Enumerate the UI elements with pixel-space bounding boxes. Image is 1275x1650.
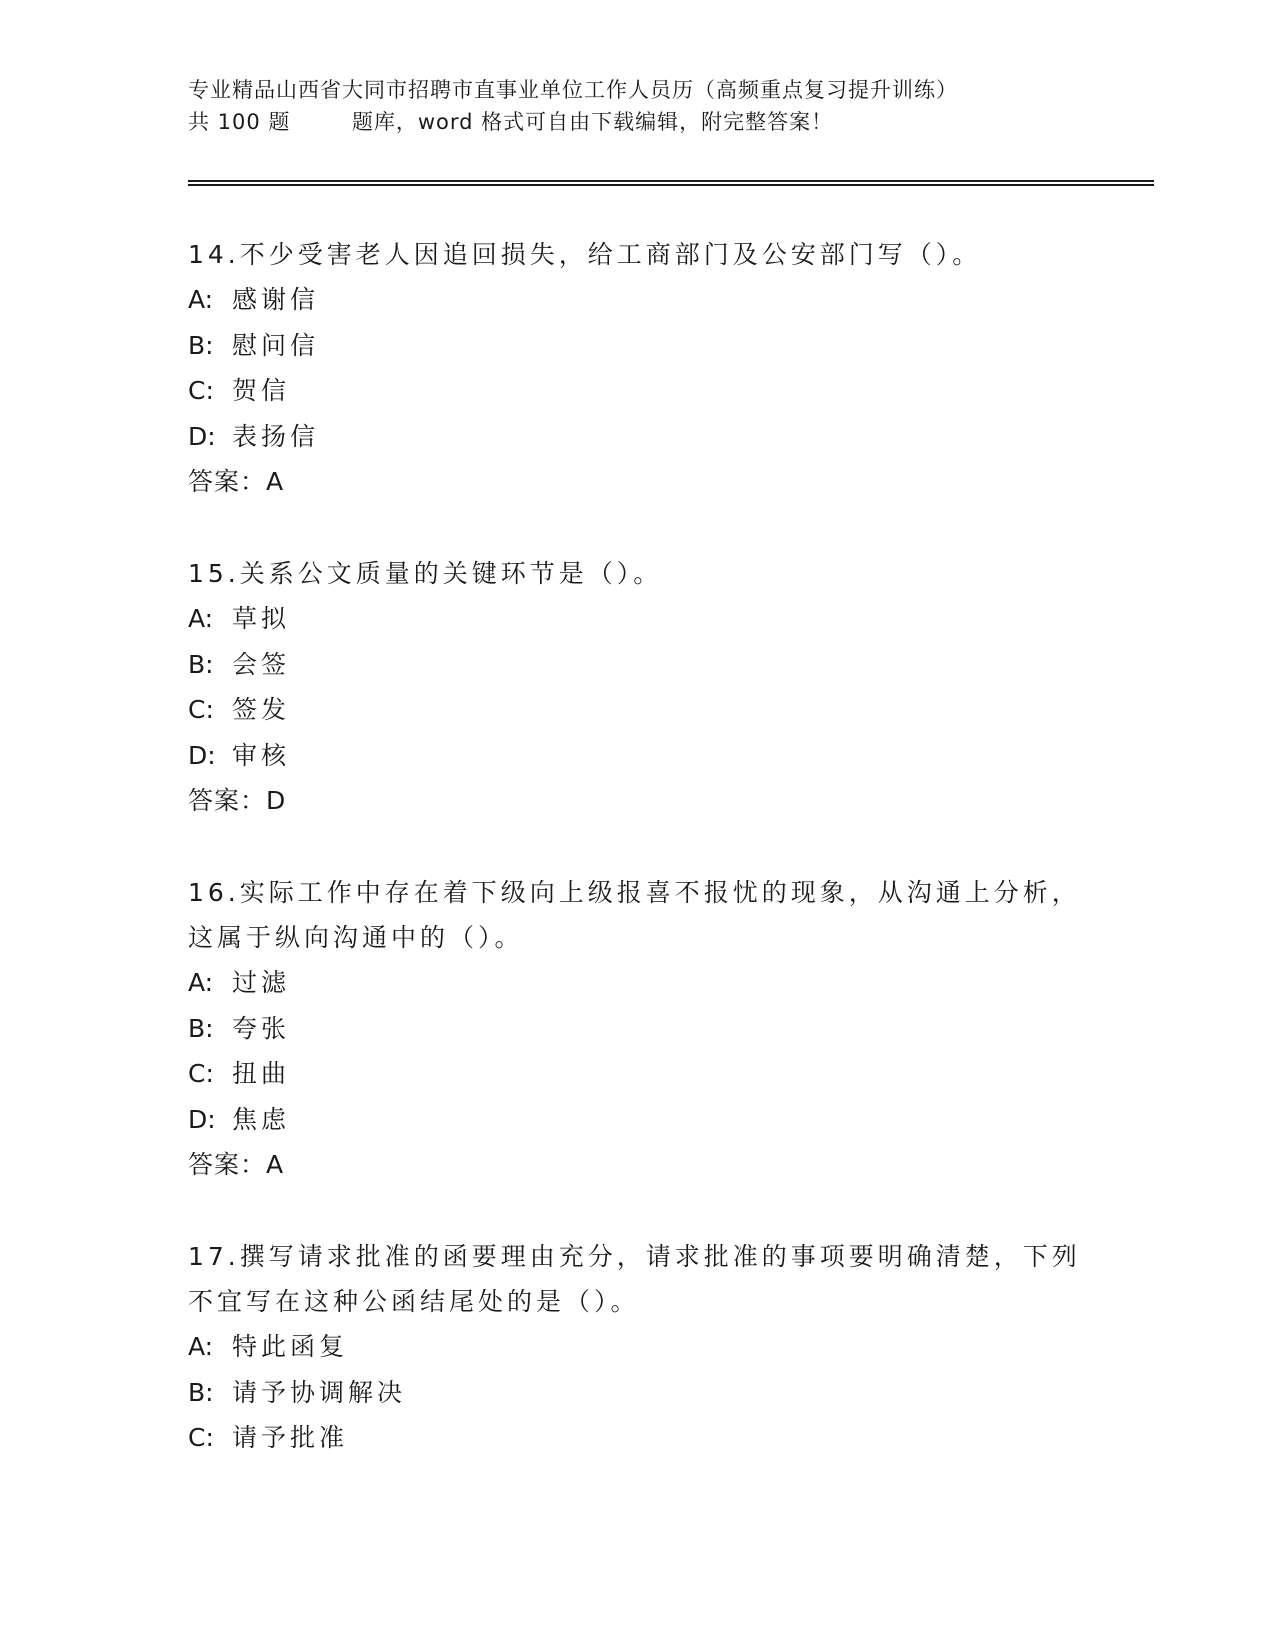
answer-line: [188, 459, 1088, 504]
option-a: [188, 1324, 1088, 1370]
answer-value: A: [266, 1150, 285, 1179]
option-letter: C:: [188, 695, 214, 724]
header-rule-top: [188, 180, 1154, 182]
option-text: 夸张: [232, 1013, 291, 1043]
answer-label: 答案：: [188, 467, 267, 496]
header-title: 专业精品山西省大同市招聘市直事业单位工作人员历（高频重点复习提升训练）: [188, 78, 958, 102]
question-list: [188, 232, 1088, 1508]
answer-label: 答案：: [188, 786, 267, 815]
option-c: [188, 1415, 1088, 1461]
question-text: 撰写请求批准的函要理由充分，请求批准的事项要明确清楚，下列不宜写在这种公函结尾处的是（）。: [188, 1242, 1081, 1316]
option-letter: B:: [188, 1013, 214, 1043]
question-number: 17.: [188, 1242, 240, 1271]
option-text: 扭曲: [232, 1059, 291, 1088]
option-c: [188, 368, 1088, 414]
option-text: 焦虑: [232, 1104, 291, 1134]
option-a: [188, 960, 1088, 1006]
question-17: [188, 1234, 1088, 1461]
header-subtitle: 共 100 题 题库，word 格式可自由下载编辑，附完整答案！: [188, 110, 834, 134]
question-number: 15.: [188, 559, 240, 588]
question-number: 16.: [188, 878, 240, 907]
option-letter: A:: [188, 968, 214, 997]
option-text: 贺信: [232, 376, 291, 405]
option-letter: D:: [188, 740, 216, 770]
option-c: [188, 687, 1088, 733]
option-text: 请予批准: [232, 1423, 349, 1452]
header-rule-bottom: [188, 184, 1154, 186]
option-letter: A:: [188, 285, 214, 314]
answer-value: D: [266, 786, 287, 815]
option-c: [188, 1051, 1088, 1097]
option-letter: B:: [188, 1377, 214, 1407]
question-text: 关系公文质量的关键环节是（）。: [239, 559, 663, 588]
question-text: 不少受害老人因追回损失，给工商部门及公安部门写（）。: [239, 240, 982, 269]
option-b: [188, 323, 1088, 369]
option-text: 特此函复: [232, 1332, 349, 1361]
question-16: [188, 870, 1088, 1187]
option-letter: B:: [188, 330, 214, 360]
option-a: [188, 596, 1088, 642]
question-stem: [188, 232, 1088, 277]
option-letter: C:: [188, 1423, 214, 1452]
option-letter: C:: [188, 376, 214, 405]
option-letter: A:: [188, 604, 214, 633]
option-text: 过滤: [232, 968, 291, 997]
option-text: 慰问信: [232, 330, 320, 360]
answer-label: 答案：: [188, 1150, 267, 1179]
option-letter: C:: [188, 1059, 214, 1088]
answer-line: [188, 778, 1088, 823]
option-text: 表扬信: [232, 421, 320, 451]
option-letter: B:: [188, 649, 214, 679]
answer-value: A: [266, 467, 285, 496]
question-number: 14.: [188, 240, 240, 269]
option-d: [188, 1097, 1088, 1143]
option-a: [188, 277, 1088, 323]
question-stem: [188, 870, 1088, 960]
option-d: [188, 733, 1088, 779]
option-text: 签发: [232, 695, 291, 724]
option-text: 审核: [232, 740, 291, 770]
question-15: [188, 551, 1088, 823]
question-14: [188, 232, 1088, 504]
option-b: [188, 1370, 1088, 1416]
option-text: 请予协调解决: [232, 1377, 407, 1407]
option-text: 会签: [232, 649, 291, 679]
answer-line: [188, 1142, 1088, 1187]
option-letter: D:: [188, 1104, 216, 1134]
question-text: 实际工作中存在着下级向上级报喜不报忧的现象，从沟通上分析，这属于纵向沟通中的（）。: [188, 878, 1081, 952]
question-stem: [188, 551, 1088, 596]
option-d: [188, 414, 1088, 460]
document-header: [188, 74, 1088, 138]
question-stem: [188, 1234, 1088, 1324]
option-text: 感谢信: [232, 285, 320, 314]
option-b: [188, 642, 1088, 688]
option-letter: D:: [188, 421, 216, 451]
option-letter: A:: [188, 1332, 214, 1361]
option-b: [188, 1006, 1088, 1052]
option-text: 草拟: [232, 604, 291, 633]
